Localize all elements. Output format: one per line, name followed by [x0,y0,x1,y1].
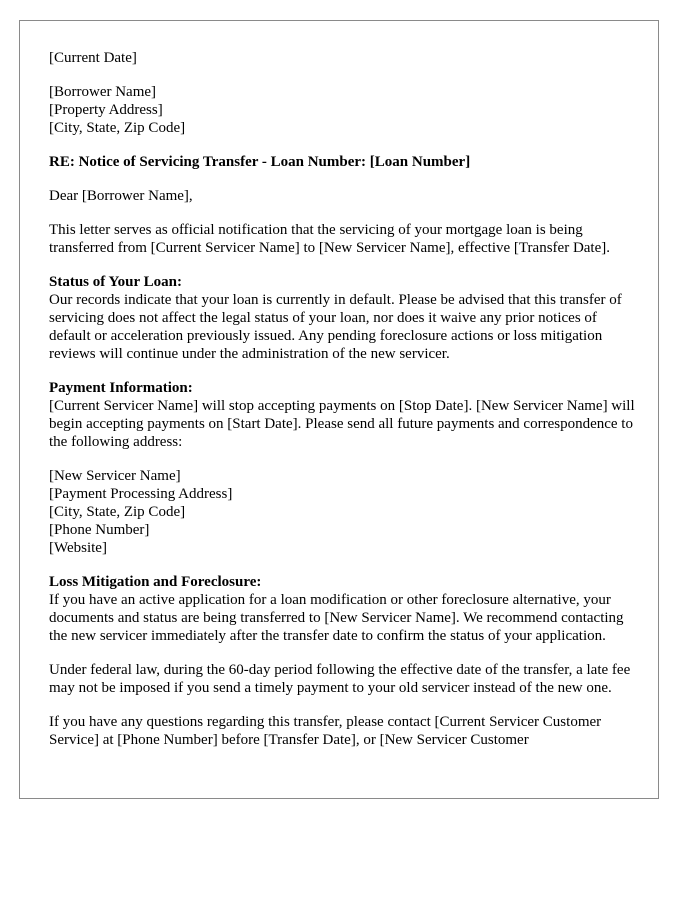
payment-heading: Payment Information: [49,380,193,396]
recipient-name: [Borrower Name] [49,84,157,100]
recipient-city-state-zip: [City, State, Zip Code] [49,120,186,136]
salutation: Dear [Borrower Name], [49,188,193,204]
new-servicer-address-block [49,467,639,557]
questions-paragraph: If you have any questions regarding this transfer, please contact [Current Servicer Customer Service] at [Phone Number] before [Transfer Date], or [New Servicer Customer [49,714,602,748]
letter-page [19,20,659,799]
intro-paragraph: This letter serves as official notification that the servicing of your mortgage loan is being transferred from [Current Servicer Name] to [New Servicer Name], effective [Transfer Date]. [49,222,610,256]
payment-processing-address: [Payment Processing Address] [49,486,233,502]
re-line: RE: Notice of Servicing Transfer - Loan Number: [Loan Number] [49,154,471,170]
servicer-city-state-zip: [City, State, Zip Code] [49,504,186,520]
payment-body: [Current Servicer Name] will stop accepting payments on [Stop Date]. [New Servicer Name] will begin accepting payments on [Start Date]. Please send all future payments and correspondence to the following address: [49,398,635,450]
payment-section [49,379,639,451]
letter-content [49,49,639,765]
letter-date: [Current Date] [49,50,137,66]
status-body: Our records indicate that your loan is currently in default. Please be advised that this transfer of servicing does not affect the legal status of your loan, nor does it waive any prior notices of default or acceleration previously issued. Any pending foreclosure actions or loss mitigation reviews will continue under the administration of the new servicer. [49,292,622,362]
recipient-address: [Property Address] [49,102,163,118]
servicer-phone-number: [Phone Number] [49,522,150,538]
recipient-block [49,83,639,137]
loss-mitigation-section [49,573,639,645]
status-section [49,273,639,363]
federal-law-paragraph: Under federal law, during the 60-day period following the effective date of the transfer, a late fee may not be imposed if you send a timely payment to your old servicer instead of the new one. [49,662,631,696]
new-servicer-name: [New Servicer Name] [49,468,181,484]
status-heading: Status of Your Loan: [49,274,182,290]
loss-mitigation-heading: Loss Mitigation and Foreclosure: [49,574,262,590]
loss-mitigation-body: If you have an active application for a loan modification or other foreclosure alternative, your documents and status are being transferred to [New Servicer Name]. We recommend contacting the new servicer immediately after the transfer date to confirm the status of your application. [49,592,624,644]
servicer-website: [Website] [49,540,107,556]
